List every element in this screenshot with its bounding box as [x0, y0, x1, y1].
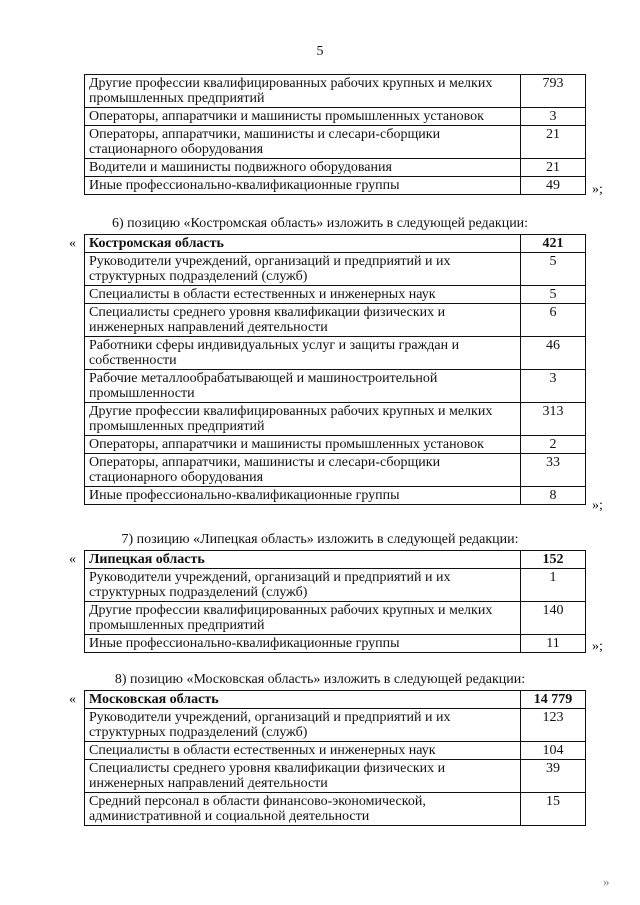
- row-label: Операторы, аппаратчики, машинисты и слесари-сборщики стационарного оборудования: [85, 454, 521, 487]
- row-label: Иные профессионально-квалификационные группы: [85, 487, 521, 505]
- table-continuation: [84, 74, 586, 195]
- row-label: Иные профессионально-квалификационные группы: [85, 635, 521, 653]
- table-row: [85, 304, 586, 337]
- table-row: [85, 108, 586, 126]
- row-value: 3: [521, 108, 586, 126]
- opening-quote: «: [69, 236, 76, 251]
- table-row: [85, 487, 586, 505]
- table-header-row: [85, 551, 586, 569]
- row-value: 46: [521, 337, 586, 370]
- row-value: 21: [521, 159, 586, 177]
- table-lipetsk: [84, 550, 586, 653]
- row-label: Работники сферы индивидуальных услуг и защиты граждан и собственности: [85, 337, 521, 370]
- row-value: 49: [521, 177, 586, 195]
- row-value: 5: [521, 253, 586, 286]
- region-total: 152: [521, 551, 586, 569]
- table-row: [85, 793, 586, 826]
- row-label: Руководители учреждений, организаций и предприятий и их структурных подразделений (служб): [85, 253, 521, 286]
- row-value: 793: [521, 75, 586, 108]
- row-label: Иные профессионально-квалификационные группы: [85, 177, 521, 195]
- row-label: Специалисты в области естественных и инженерных наук: [85, 286, 521, 304]
- table-row: [85, 286, 586, 304]
- row-value: 123: [521, 709, 586, 742]
- row-value: 11: [521, 635, 586, 653]
- table-row: [85, 159, 586, 177]
- row-label: Операторы, аппаратчики, машинисты и слесари-сборщики стационарного оборудования: [85, 126, 521, 159]
- table-header-row: [85, 691, 586, 709]
- row-label: Специалисты среднего уровня квалификации физических и инженерных направлений деятельности: [85, 760, 521, 793]
- table-row: [85, 177, 586, 195]
- table-row: [85, 760, 586, 793]
- row-label: Специалисты среднего уровня квалификации физических и инженерных направлений деятельности: [85, 304, 521, 337]
- row-label: Средний персонал в области финансово-экономической, административной и социальной деятельности: [85, 793, 521, 826]
- row-label: Другие профессии квалифицированных рабочих крупных и мелких промышленных предприятий: [85, 75, 521, 108]
- row-value: 1: [521, 569, 586, 602]
- table-row: [85, 126, 586, 159]
- row-label: Специалисты в области естественных и инженерных наук: [85, 742, 521, 760]
- region-name: Московская область: [85, 691, 521, 709]
- table-row: [85, 337, 586, 370]
- table-row: [85, 454, 586, 487]
- table-row: [85, 436, 586, 454]
- opening-quote: «: [69, 552, 76, 567]
- page-number: 5: [316, 44, 324, 59]
- table-row: [85, 635, 586, 653]
- table-row: [85, 75, 586, 108]
- region-total: 14 779: [521, 691, 586, 709]
- row-value: 104: [521, 742, 586, 760]
- row-value: 39: [521, 760, 586, 793]
- row-label: Руководители учреждений, организаций и предприятий и их структурных подразделений (служб): [85, 709, 521, 742]
- section-heading: 7) позицию «Липецкая область» изложить в следующей редакции:: [121, 532, 519, 547]
- row-value: 3: [521, 370, 586, 403]
- table-row: [85, 253, 586, 286]
- row-label: Рабочие металлообрабатывающей и машиностроительной промышленности: [85, 370, 521, 403]
- closing-quote: »;: [592, 639, 603, 654]
- row-value: 21: [521, 126, 586, 159]
- table-row: [85, 569, 586, 602]
- row-label: Водители и машинисты подвижного оборудования: [85, 159, 521, 177]
- region-total: 421: [521, 235, 586, 253]
- row-value: 33: [521, 454, 586, 487]
- table-moscow-oblast: [84, 690, 586, 826]
- row-label: Операторы, аппаратчики и машинисты промышленных установок: [85, 108, 521, 126]
- table-row: [85, 403, 586, 436]
- row-value: 5: [521, 286, 586, 304]
- closing-quote: »;: [592, 182, 603, 197]
- row-value: 313: [521, 403, 586, 436]
- table-row: [85, 602, 586, 635]
- table-row: [85, 742, 586, 760]
- row-label: Руководители учреждений, организаций и предприятий и их структурных подразделений (служб): [85, 569, 521, 602]
- section-heading: 8) позицию «Московская область» изложить в следующей редакции:: [114, 672, 526, 687]
- row-label: Другие профессии квалифицированных рабочих крупных и мелких промышленных предприятий: [85, 403, 521, 436]
- row-value: 2: [521, 436, 586, 454]
- region-name: Костромская область: [85, 235, 521, 253]
- table-kostroma: [84, 234, 586, 505]
- row-value: 140: [521, 602, 586, 635]
- section-heading: 6) позицию «Костромская область» изложить в следующей редакции:: [111, 216, 529, 231]
- row-value: 8: [521, 487, 586, 505]
- row-label: Другие профессии квалифицированных рабочих крупных и мелких промышленных предприятий: [85, 602, 521, 635]
- margin-mark: »: [603, 874, 610, 889]
- opening-quote: «: [69, 692, 76, 707]
- region-name: Липецкая область: [85, 551, 521, 569]
- closing-quote: »;: [592, 498, 603, 513]
- row-label: Операторы, аппаратчики и машинисты промышленных установок: [85, 436, 521, 454]
- table-row: [85, 709, 586, 742]
- row-value: 6: [521, 304, 586, 337]
- row-value: 15: [521, 793, 586, 826]
- table-header-row: [85, 235, 586, 253]
- table-row: [85, 370, 586, 403]
